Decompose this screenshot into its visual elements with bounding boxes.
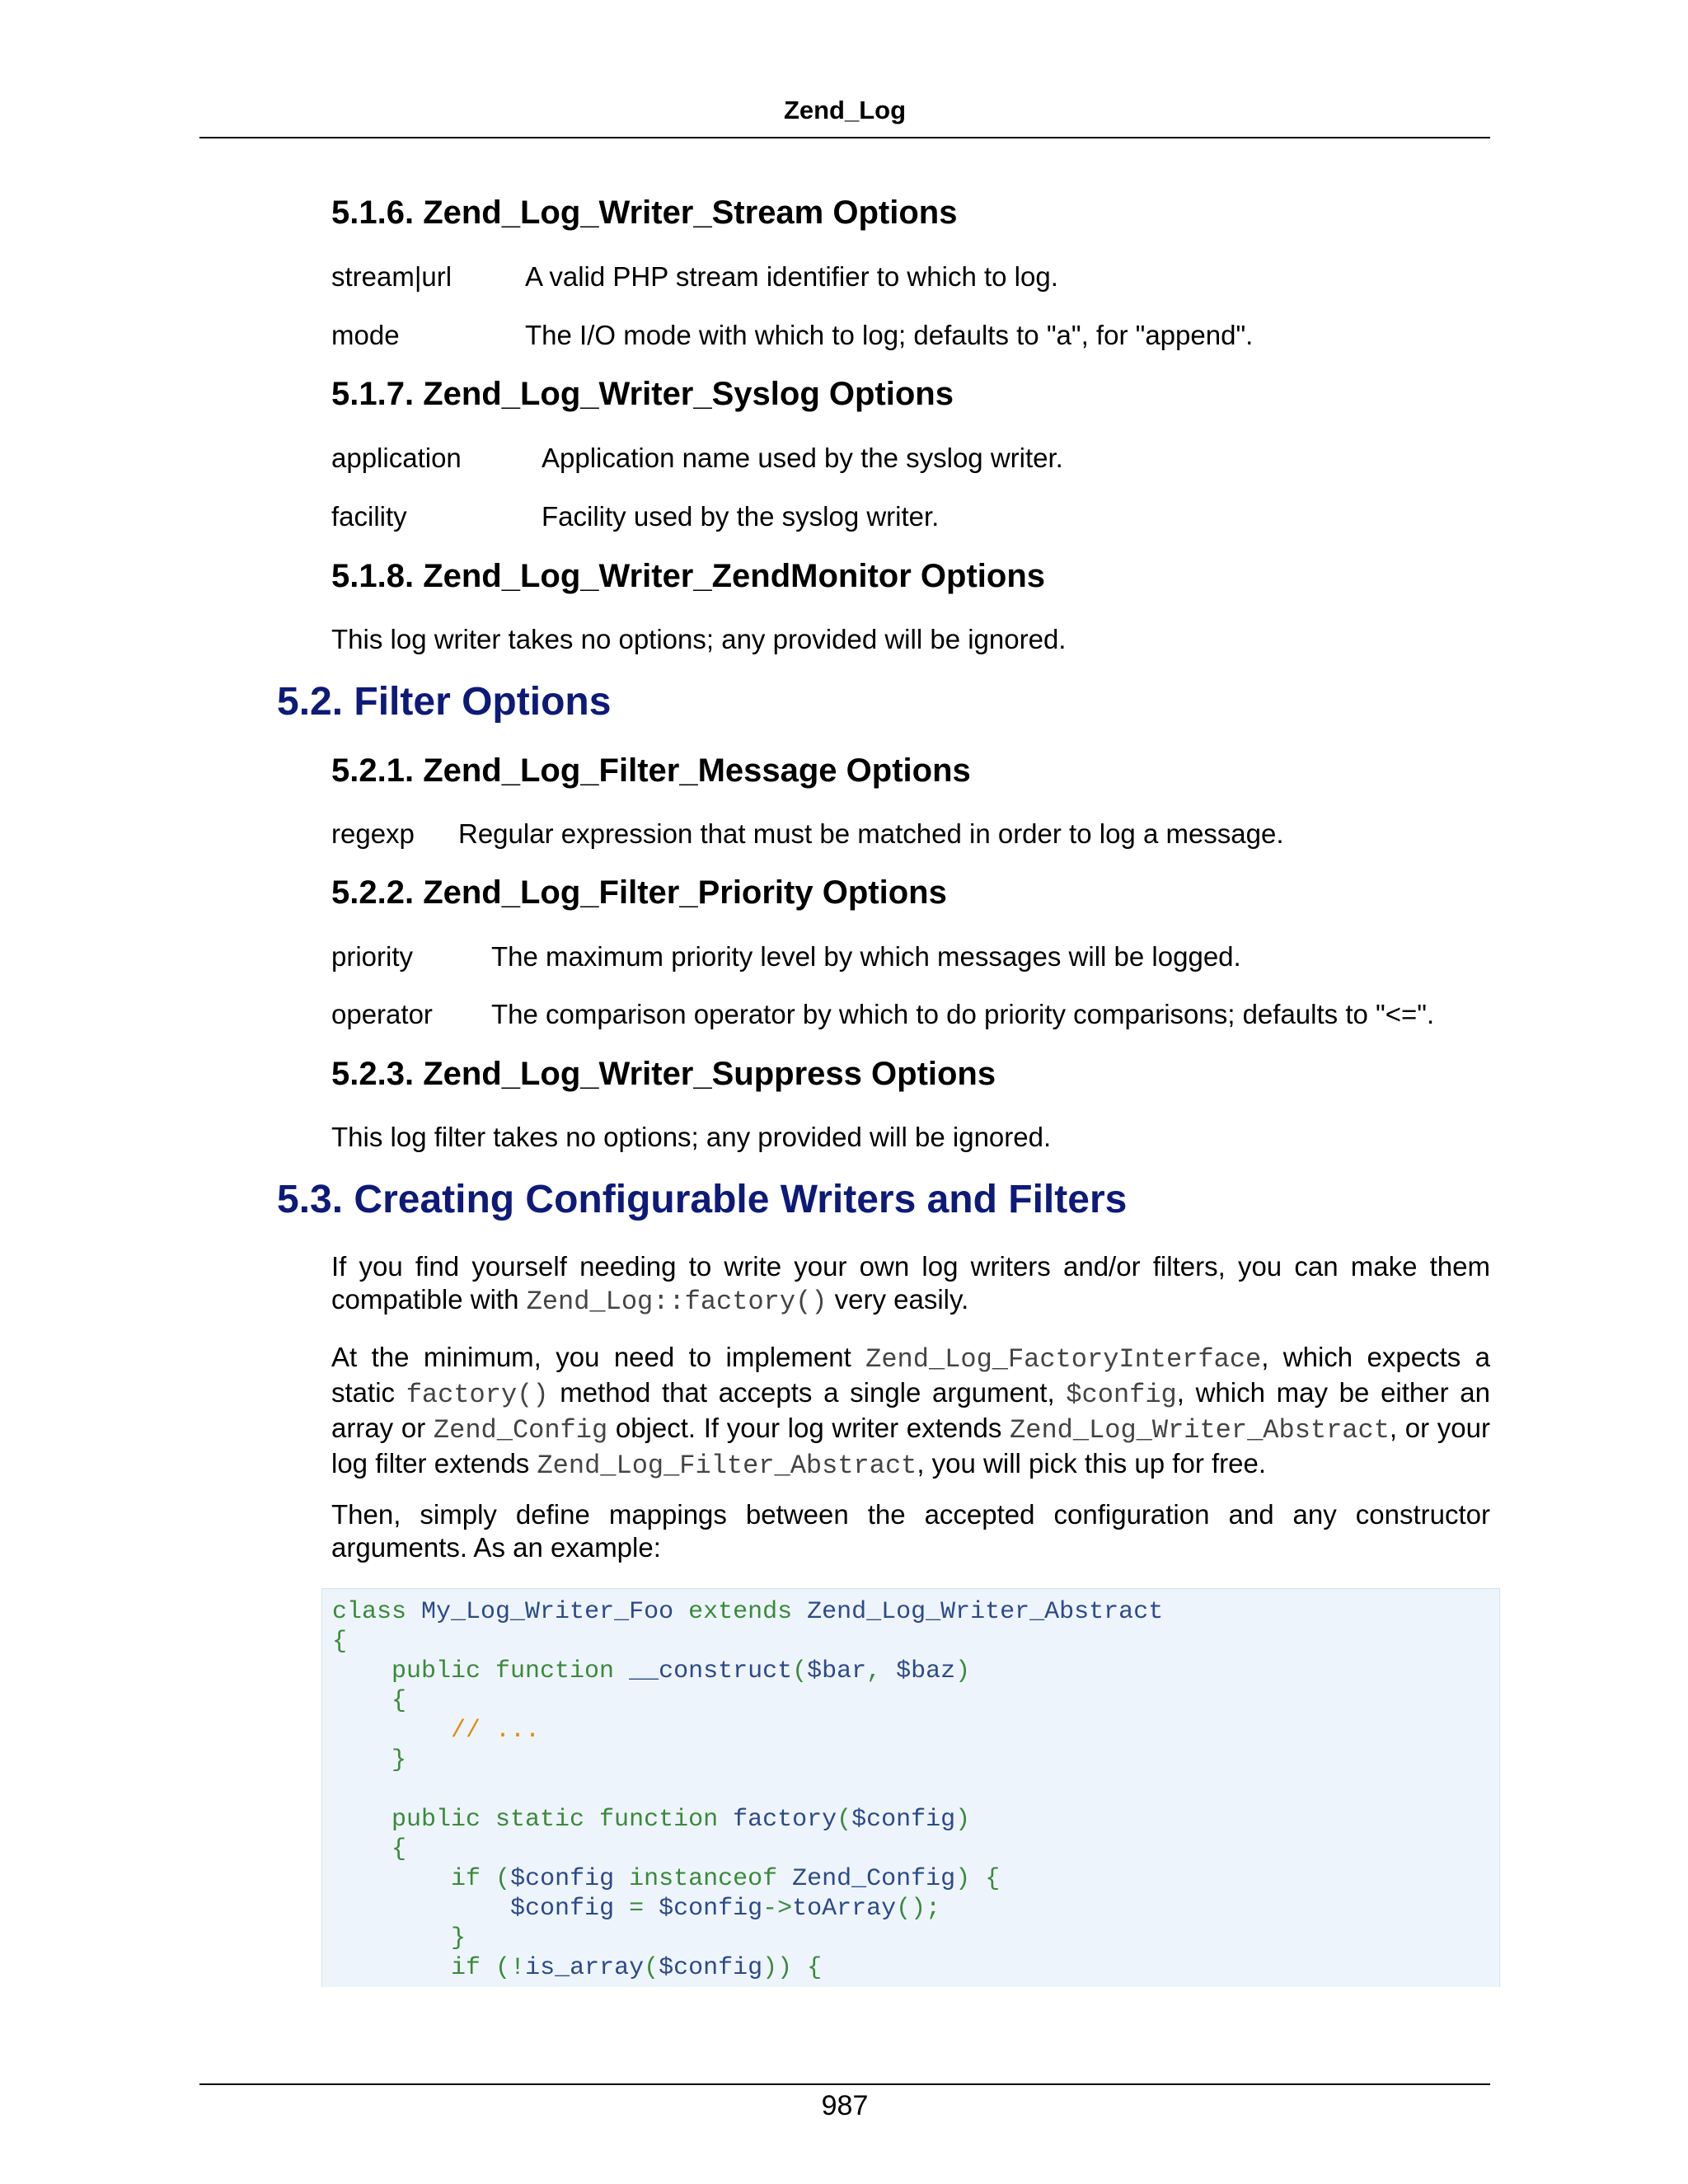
code-line: public function __construct($bar, $baz)	[392, 1657, 971, 1685]
inline-code: Zend_Log::factory()	[526, 1286, 828, 1317]
inline-code: factory()	[406, 1380, 549, 1410]
code-line: }	[392, 1746, 407, 1774]
heading-5-3: 5.3. Creating Configurable Writers and Filters	[277, 1178, 1128, 1221]
code-line	[332, 1775, 1163, 1805]
option-description: Application name used by the syslog writer.	[542, 443, 1063, 473]
code-listing	[332, 1597, 1163, 1983]
option-name: operator	[331, 999, 433, 1029]
code-line: class My_Log_Writer_Foo extends Zend_Log_Writer_Abstract	[332, 1598, 1164, 1626]
option-description: A valid PHP stream identifier to which to log.	[525, 261, 1058, 292]
footer-rule	[199, 2083, 1490, 2085]
code-line: // ...	[451, 1717, 541, 1745]
option-name: regexp	[331, 818, 415, 849]
option-name: stream|url	[331, 261, 452, 292]
inline-code: Zend_Config	[433, 1415, 608, 1446]
option-description: Facility used by the syslog writer.	[542, 501, 940, 532]
paragraph-2: At the minimum, you need to implement Zend_Log_FactoryInterface, which expects a static factory() method that accepts a single argument, $config, which may be either an array or Zend_Config object. If your log writer extends Zend_Log_Writer_Abstract, or your log filter extends Zend_Log_Filter_Abstract, you will pick this up for free.	[331, 1342, 1490, 1481]
heading-5-2-3: 5.2.3. Zend_Log_Writer_Suppress Options	[331, 1056, 996, 1092]
code-example	[321, 1588, 1500, 1987]
code-line: if ($config instanceof Zend_Config) {	[451, 1865, 1001, 1893]
inline-code: Zend_Log_Filter_Abstract	[537, 1451, 917, 1481]
section-text: This log writer takes no options; any provided will be ignored.	[331, 624, 1067, 654]
paragraph-1: If you find yourself needing to write your own log writers and/or filters, you can make them compatible with Zend_Log::factory() very easily.	[331, 1251, 1490, 1317]
heading-5-2: 5.2. Filter Options	[277, 680, 612, 724]
code-line: }	[451, 1924, 467, 1952]
section-text: This log filter takes no options; any provided will be ignored.	[331, 1122, 1052, 1152]
header-rule	[199, 137, 1490, 138]
code-line: {	[392, 1835, 407, 1863]
code-line: if (!is_array($config)) {	[451, 1954, 823, 1982]
heading-5-1-7: 5.1.7. Zend_Log_Writer_Syslog Options	[331, 376, 954, 412]
option-description: The comparison operator by which to do priority comparisons; defaults to "<=".	[491, 999, 1435, 1029]
option-description: Regular expression that must be matched in order to log a message.	[458, 818, 1284, 849]
inline-code: $config	[1066, 1380, 1177, 1410]
option-name: application	[331, 443, 462, 473]
heading-5-2-2: 5.2.2. Zend_Log_Filter_Priority Options	[331, 874, 947, 911]
option-description: The maximum priority level by which messages will be logged.	[491, 941, 1241, 972]
inline-code: Zend_Log_FactoryInterface	[865, 1344, 1262, 1375]
option-name: priority	[331, 941, 414, 972]
option-name: mode	[331, 320, 400, 350]
option-name: facility	[331, 501, 407, 532]
running-header: Zend_Log	[783, 96, 907, 124]
option-description: The I/O mode with which to log; defaults to "a", for "append".	[525, 320, 1254, 350]
inline-code: Zend_Log_Writer_Abstract	[1010, 1415, 1390, 1446]
heading-5-1-6: 5.1.6. Zend_Log_Writer_Stream Options	[331, 194, 958, 231]
code-line: public static function factory($config)	[392, 1806, 971, 1834]
paragraph-3: Then, simply define mappings between the accepted configuration and any constructor arguments. As an example:	[331, 1499, 1490, 1563]
code-line: {	[332, 1628, 348, 1656]
code-line: $config = $config->toArray();	[510, 1895, 941, 1923]
page-number: 987	[821, 2090, 869, 2121]
code-line: {	[392, 1687, 407, 1715]
heading-5-1-8: 5.1.8. Zend_Log_Writer_ZendMonitor Options	[331, 558, 1045, 594]
heading-5-2-1: 5.2.1. Zend_Log_Filter_Message Options	[331, 752, 971, 789]
